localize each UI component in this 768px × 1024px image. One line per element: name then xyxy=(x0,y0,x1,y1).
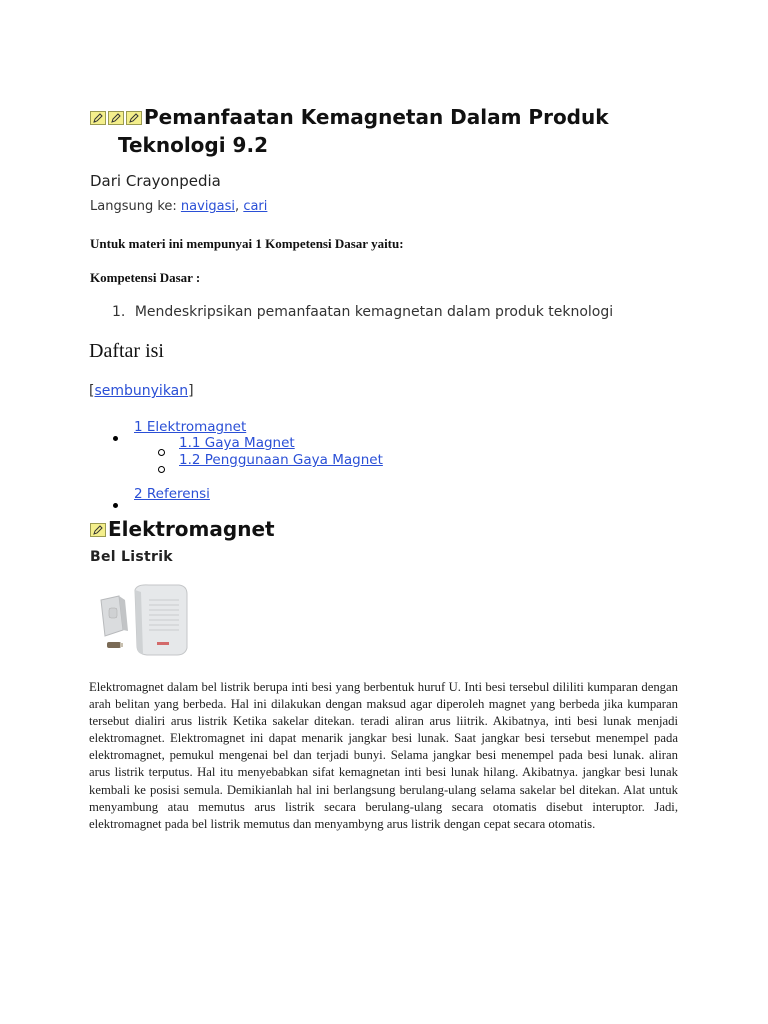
toc-item-elektromagnet[interactable]: 1 Elektromagnet xyxy=(134,419,247,435)
edit-section-icon[interactable] xyxy=(90,523,106,537)
section-heading xyxy=(90,517,275,541)
site-subtitle: Dari Crayonpedia xyxy=(90,172,221,190)
toc-toggle xyxy=(89,383,194,399)
toc-item-penggunaan-gaya-magnet[interactable]: 1.2 Penggunaan Gaya Magnet xyxy=(179,452,383,468)
search-link[interactable]: cari xyxy=(243,199,268,214)
kompetensi-label: Kompetensi Dasar : xyxy=(90,270,201,285)
toc-hide-link[interactable]: sembunyikan xyxy=(94,383,189,399)
kompetensi-intro: Untuk materi ini mempunyai 1 Kompetensi Dasar yaitu: xyxy=(90,236,404,251)
kompetensi-text: Mendeskripsikan pemanfaatan kemagnetan dalam produk teknologi xyxy=(134,304,614,320)
edit-section-icon[interactable] xyxy=(90,111,106,125)
toc-bullet xyxy=(113,426,118,445)
navigation-link[interactable]: navigasi xyxy=(180,199,236,214)
kompetensi-list-item xyxy=(112,304,613,320)
toc-bullet xyxy=(113,493,118,512)
subheading-bel-listrik: Bel Listrik xyxy=(90,549,173,565)
jump-to-bar xyxy=(90,199,267,214)
edit-section-icon[interactable] xyxy=(126,111,142,125)
title-line-2: Teknologi 9.2 xyxy=(118,133,268,157)
bracket-open: [ xyxy=(89,383,95,399)
body-paragraph: Elektromagnet dalam bel listrik berupa inti besi yang berbentuk huruf U. Inti besi tersebul dililiti kumparan dengan arah belitan yang berbeda. Hal ini dilakukan dengan maksud agar diperoleh magnet yang berbeda jika kumparan tersebut dialiri arus listrik Ketika sakelar ditekan. teradi aliran arus liitrik. Akibatnya, inti besi lunak menjadi elektromagnet. Elektromagnet ini dapat menarik jangkar besi lunak. Saat jangkar besi tersebut menempel pada elektromagnet, pemukul mengenai bel dan terjadi bunyi. Selama jangkar besi menempel pada besi lunak. aliran arus listrik terputus. Hal itu menyebabkan sifat kemagnetan inti besi lunak hilang. Akibatnya. jangkar besi lunak kembali ke posisi semula. Demikianlah hal ini berlangsung berulang-ulang selama sakelar bel ditekan. Alat untuk menyambung atau memutus arus listrik secara berulang-ulang secara otomatis disebut interuptor. Jadi, elektromagnet pada bel listrik memutus dan menyambyng arus listrik dengan cepat secara otomatis. xyxy=(89,680,678,831)
edit-section-icon[interactable] xyxy=(108,111,124,125)
toc-sub-bullet xyxy=(158,458,165,477)
bracket-close: ] xyxy=(188,383,194,399)
toc-item-gaya-magnet[interactable]: 1.1 Gaya Magnet xyxy=(179,435,295,451)
toc-title: Daftar isi xyxy=(89,340,164,362)
section-title: Elektromagnet xyxy=(108,517,275,541)
electric-bell-image xyxy=(91,578,193,658)
jump-separator: , xyxy=(235,199,244,214)
title-line-1: Pemanfaatan Kemagnetan Dalam Produk xyxy=(144,105,609,129)
toc-item-referensi[interactable]: 2 Referensi xyxy=(134,486,210,502)
jump-label: Langsung ke: xyxy=(90,199,181,214)
page-title xyxy=(90,103,650,159)
list-number: 1. xyxy=(112,304,126,320)
